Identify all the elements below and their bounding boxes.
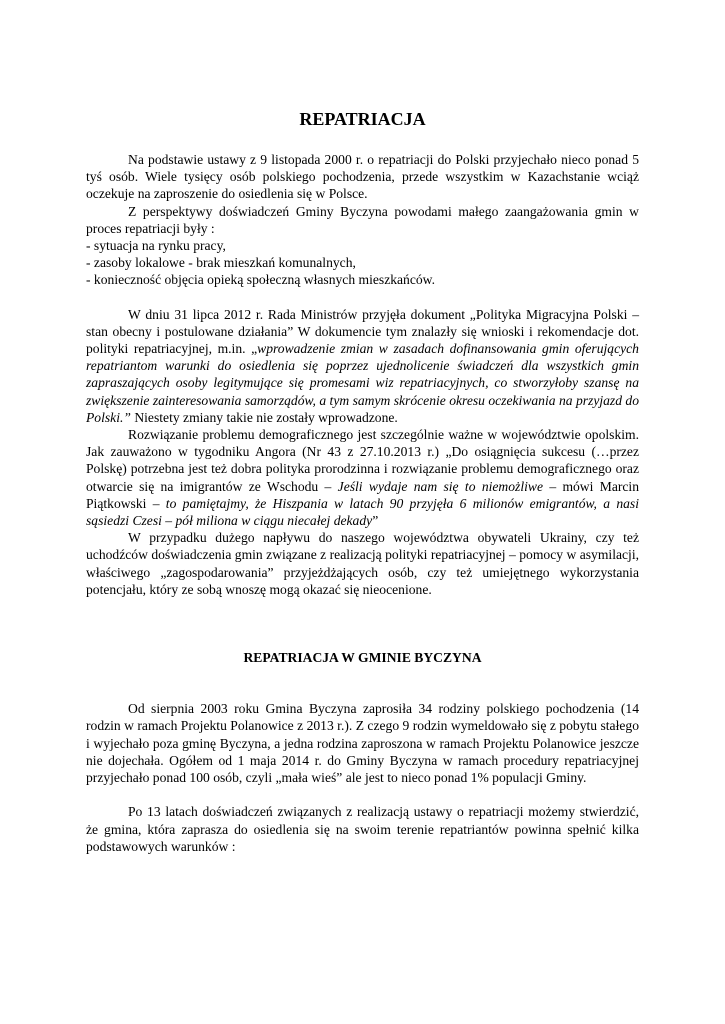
list-item: - konieczność objęcia opieką społeczną własnych mieszkańców.: [86, 272, 436, 288]
paragraph-migration-policy: W dniu 31 lipca 2012 r. Rada Ministrów przyjęła dokument „Polityka Migracyjna Polski – stan obecny i postulowane działania” W dokumencie tym znalazły się wnioski i rekomendacje dot. polityki repatriacyjnej, m.in. „wprowadzenie zmian w zasadach dofinansowania gmin oferujących repatriantom warunki do osiedlenia się poprzez ujednolicenie świadczeń dla wszystkich gmin zapraszających osoby legitymujące się promesami wiz repatriacyjnych, co stworzyłoby szansę na zwiększenie zainteresowania samorządów, a tym samym skrócenie okresu oczekiwania na przyjazd do Polski.” Niestety zmiany takie nie zostały wprowadzone.: [86, 306, 640, 425]
paragraph-byczyna: Od sierpnia 2003 roku Gmina Byczyna zaprosiła 34 rodziny polskiego pochodzenia (14 rodzin w ramach Projektu Polanowice z 2013 r.). Z czego 9 rodzin wymeldowało się z pobytu stałego i wyjechało poza gminę Byczyna, a jedna rodzina zaproszona w ramach Projektu Polanowice jeszcze nie dojechała. Ogółem od 1 maja 2014 r. do Gminy Byczyna w ramach procedury repatriacyjnej przyjechało ponad 100 osób, czyli „mała wieś” ale jest to nieco ponad 1% populacji Gminy.: [86, 701, 639, 786]
paragraph-reasons: Z perspektywy doświadczeń Gminy Byczyna powodami małego zaangażowania gmin w proces repatriacji były :: [86, 203, 639, 236]
section-heading: REPATRIACJA W GMINIE BYCZYNA: [243, 650, 482, 666]
paragraph-intro: Na podstawie ustawy z 9 listopada 2000 r. o repatriacji do Polski przyjechało nieco ponad 5 tyś osób. Wiele tysięcy osób polskiego pochodzenia, przede wszystkim w Kazachstanie wciąż oczekuje na zaproszenie do osiedlenia się w Polsce.: [86, 152, 639, 202]
paragraph-demography: Rozwiązanie problemu demograficznego jest szczególnie ważne w województwie opolskim. Jak zauważono w tygodniku Angora (Nr 43 z 27.10.2013 r.) „Do osiągnięcia sukcesu (…przez Polskę) potrzebna jest też dobra polityka prorodzinna i rozwiązanie problemu demograficznego oraz otwarcie się na imigrantów ze Wschodu – Jeśli wydaje nam się to niemożliwe – mówi Marcin Piątkowski – to pamiętajmy, że Hiszpania w latach 90 przyjęła 6 milionów emigrantów, a nasi sąsiedzi Czesi – pół miliona w ciągu niecałej dekady”: [86, 427, 639, 529]
page-title: REPATRIACJA: [299, 109, 426, 129]
list-item: - zasoby lokalowe - brak mieszkań komunalnych,: [86, 255, 356, 271]
document-page: [86, 108, 639, 855]
paragraph-conditions: Po 13 latach doświadczeń związanych z realizacją ustawy o repatriacji możemy stwierdzić, że gmina, która zaprasza do osiedlenia się na swoim terenie repatriantów powinna spełnić kilka podstawowych warunków :: [86, 804, 639, 854]
paragraph-ukraine: W przypadku dużego napływu do naszego województwa obywateli Ukrainy, czy też uchodźców doświadczenia gmin związane z realizacją polityki repatriacyjnej – pomocy w asymilacji, właściwego „zagospodarowania” przyjeżdżających osób, czy też umiejętnego wykorzystania potencjału, który ze sobą wnoszę mogą okazać się nieocenione.: [86, 530, 639, 597]
list-item: - sytuacja na rynku pracy,: [86, 238, 226, 254]
